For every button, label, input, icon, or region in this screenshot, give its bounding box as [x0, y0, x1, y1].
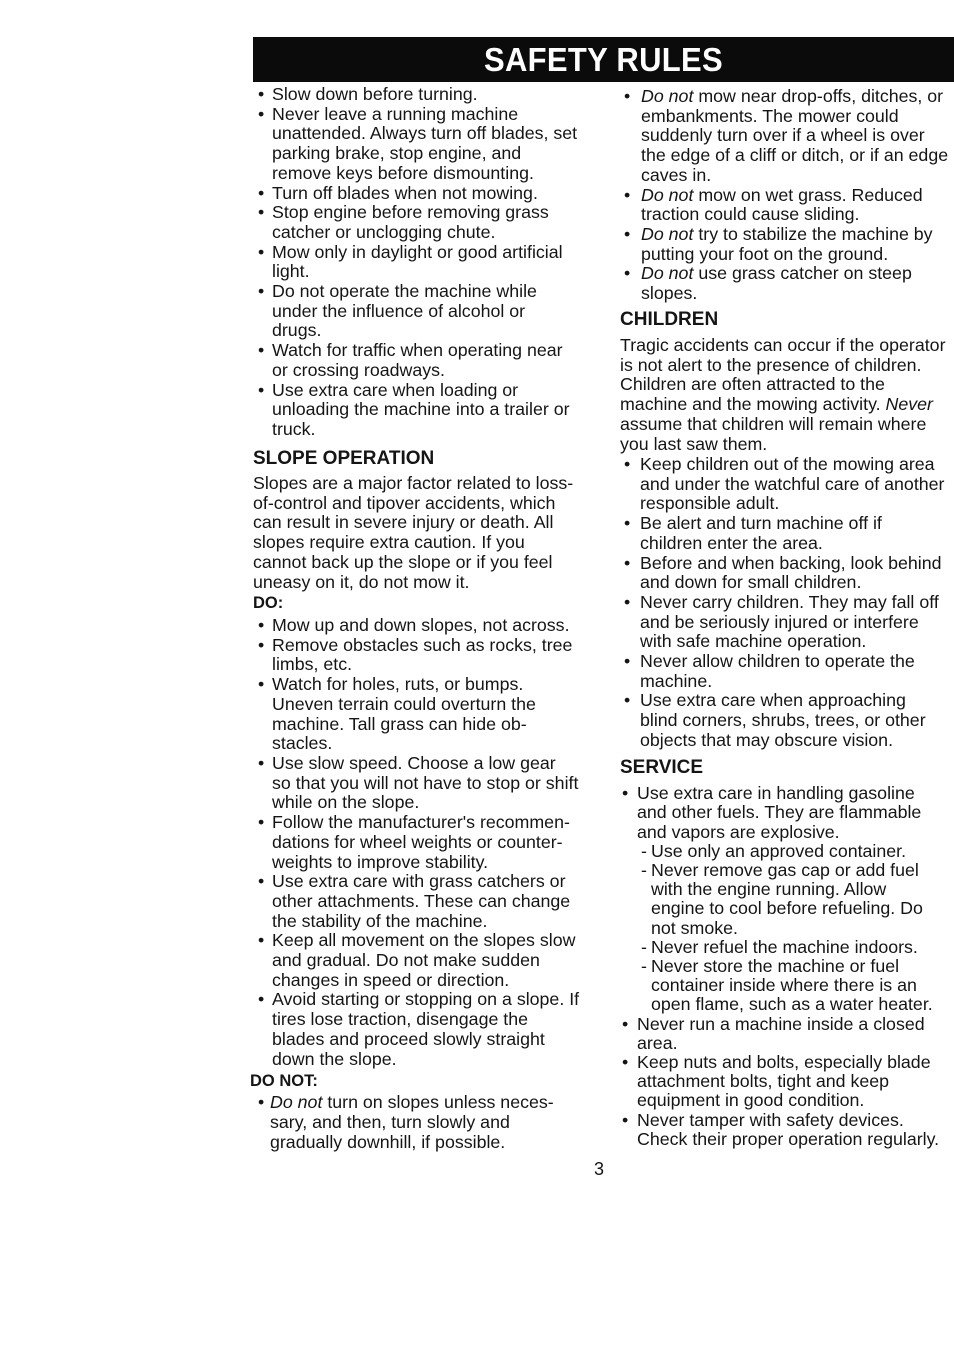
slope-do-not-list — [253, 1093, 593, 1152]
slope-do-not-item — [620, 225, 954, 264]
children-intro-paragraph — [620, 336, 954, 454]
slope-do-item: • Keep all movement on the slopes slow and gradual. Do not make sudden changes in speed or direction. — [253, 931, 593, 990]
service-sub-list — [637, 842, 954, 1015]
emphasis-text: Do not — [270, 1092, 323, 1113]
children-item: • Never carry children. They may fall off and be seriously injured or interfere with safe machine operation. — [620, 593, 954, 652]
emphasis-text: Do not — [641, 184, 694, 205]
general-rule-item: • Do not operate the machine while under the influence of alcohol or drugs. — [253, 282, 593, 341]
intro-text: Tragic accidents can occur if the operator is not alert to the presence of children. Children are often attracted to the machine and the mowing activity. — [620, 335, 946, 415]
item-text: try to stabilize the machine by putting your foot on the ground. — [641, 223, 933, 264]
general-rule-item: • Stop engine before removing grass catcher or unclogging chute. — [253, 203, 593, 242]
slope-do-not-item — [620, 186, 954, 225]
slope-do-item: • Watch for holes, ruts, or bumps. Uneven terrain could overturn the machine. Tall grass can hide ob- stacles. — [253, 675, 593, 754]
slope-do-item: • Avoid starting or stopping on a slope. If tires lose traction, disengage the blades and proceed slowly straight down the slope. — [253, 990, 593, 1069]
general-rule-item: • Mow only in daylight or good artificial light. — [253, 243, 593, 282]
intro-text: assume that children will remain where you last saw them. — [620, 413, 927, 454]
section-heading-slope-operation: SLOPE OPERATION — [253, 448, 435, 470]
children-item: • Use extra care when approaching blind corners, shrubs, trees, or other objects that may obscure vision. — [620, 691, 954, 750]
section-heading-children: CHILDREN — [620, 309, 719, 331]
slope-do-not-item — [620, 87, 954, 186]
item-text: Use extra care in handling gasoline and other fuels. They are flammable and vapors are explosive. — [637, 783, 922, 842]
item-text: use grass catcher on steep slopes. — [641, 263, 912, 304]
children-item: • Before and when backing, look behind and down for small children. — [620, 554, 954, 593]
section-heading-service: SERVICE — [620, 757, 704, 779]
slope-do-not-continued-list — [620, 87, 954, 304]
slope-do-list — [253, 616, 593, 1069]
emphasis-text: Do not — [641, 263, 694, 284]
slope-do-item: • Remove obstacles such as rocks, tree limbs, etc. — [253, 636, 593, 675]
slope-do-not-item — [620, 264, 954, 303]
service-sub-item: - Use only an approved container. — [637, 842, 954, 861]
service-sub-item: - Never refuel the machine indoors. — [637, 938, 954, 957]
slope-do-item: • Follow the manufacturer's recommen- dations for wheel weights or counter- weights to improve stability. — [253, 813, 593, 872]
slope-do-not-item — [253, 1093, 593, 1152]
slope-do-item: • Use extra care with grass catchers or other attachments. These can change the stability of the machine. — [253, 872, 593, 931]
general-rule-item: • Use extra care when loading or unloading the machine into a trailer or truck. — [253, 381, 593, 440]
page-number: 3 — [594, 1159, 605, 1179]
do-label: DO: — [253, 593, 284, 612]
item-text: mow near drop-offs, ditches, or embankments. The mower could suddenly turn over if a wheel is over the edge of a cliff or ditch, or if an edge caves in. — [641, 86, 949, 185]
children-item: • Be alert and turn machine off if children enter the area. — [620, 514, 954, 553]
safety-rules-header-bar — [253, 37, 954, 82]
service-item — [620, 784, 954, 1014]
do-not-label: DO NOT: — [250, 1071, 318, 1090]
service-list — [620, 784, 954, 1149]
general-rule-item: • Slow down before turning. — [253, 85, 593, 105]
general-rule-item: • Watch for traffic when operating near or crossing roadways. — [253, 341, 593, 380]
service-item: • Never run a machine inside a closed area. — [620, 1015, 954, 1053]
item-text: mow on wet grass. Reduced traction could cause sliding. — [641, 184, 923, 225]
page-title: SAFETY RULES — [483, 40, 723, 78]
slope-intro-paragraph: Slopes are a major factor related to loss- of-control and tipover accidents, which can result in severe injury or death. All slopes require extra caution. If you cannot back up the slope or if you feel uneasy on it, do not mow it. — [253, 473, 574, 592]
service-item: • Keep nuts and bolts, especially blade attachment bolts, tight and keep equipment in good condition. — [620, 1053, 954, 1111]
left-column — [250, 84, 593, 1152]
item-text: turn on slopes unless neces- sary, and then, turn slowly and gradually downhill, if possible. — [270, 1092, 554, 1152]
slope-do-item: • Use slow speed. Choose a low gear so that you will not have to stop or shift while on the slope. — [253, 754, 593, 813]
service-sub-item: - Never remove gas cap or add fuel with the engine running. Allow engine to cool before refueling. Do not smoke. — [637, 861, 954, 938]
children-item: • Never allow children to operate the machine. — [620, 652, 954, 691]
general-rules-list — [253, 85, 593, 440]
emphasis-text: Do not — [641, 223, 694, 244]
emphasis-text: Never — [885, 394, 933, 415]
right-column — [620, 87, 954, 1149]
emphasis-text: Do not — [641, 86, 694, 106]
service-sub-item: - Never store the machine or fuel container inside where there is an open flame, such as a water heater. — [637, 957, 954, 1015]
general-rule-item: • Turn off blades when not mowing. — [253, 184, 593, 204]
general-rule-item: • Never leave a running machine unattended. Always turn off blades, set parking brake, stop engine, and remove keys before dismounting. — [253, 105, 593, 184]
slope-do-item: • Mow up and down slopes, not across. — [253, 616, 593, 636]
service-item: • Never tamper with safety devices. Check their proper operation regularly. — [620, 1111, 954, 1149]
children-item: • Keep children out of the mowing area and under the watchful care of another responsible adult. — [620, 455, 954, 514]
children-list — [620, 455, 954, 751]
